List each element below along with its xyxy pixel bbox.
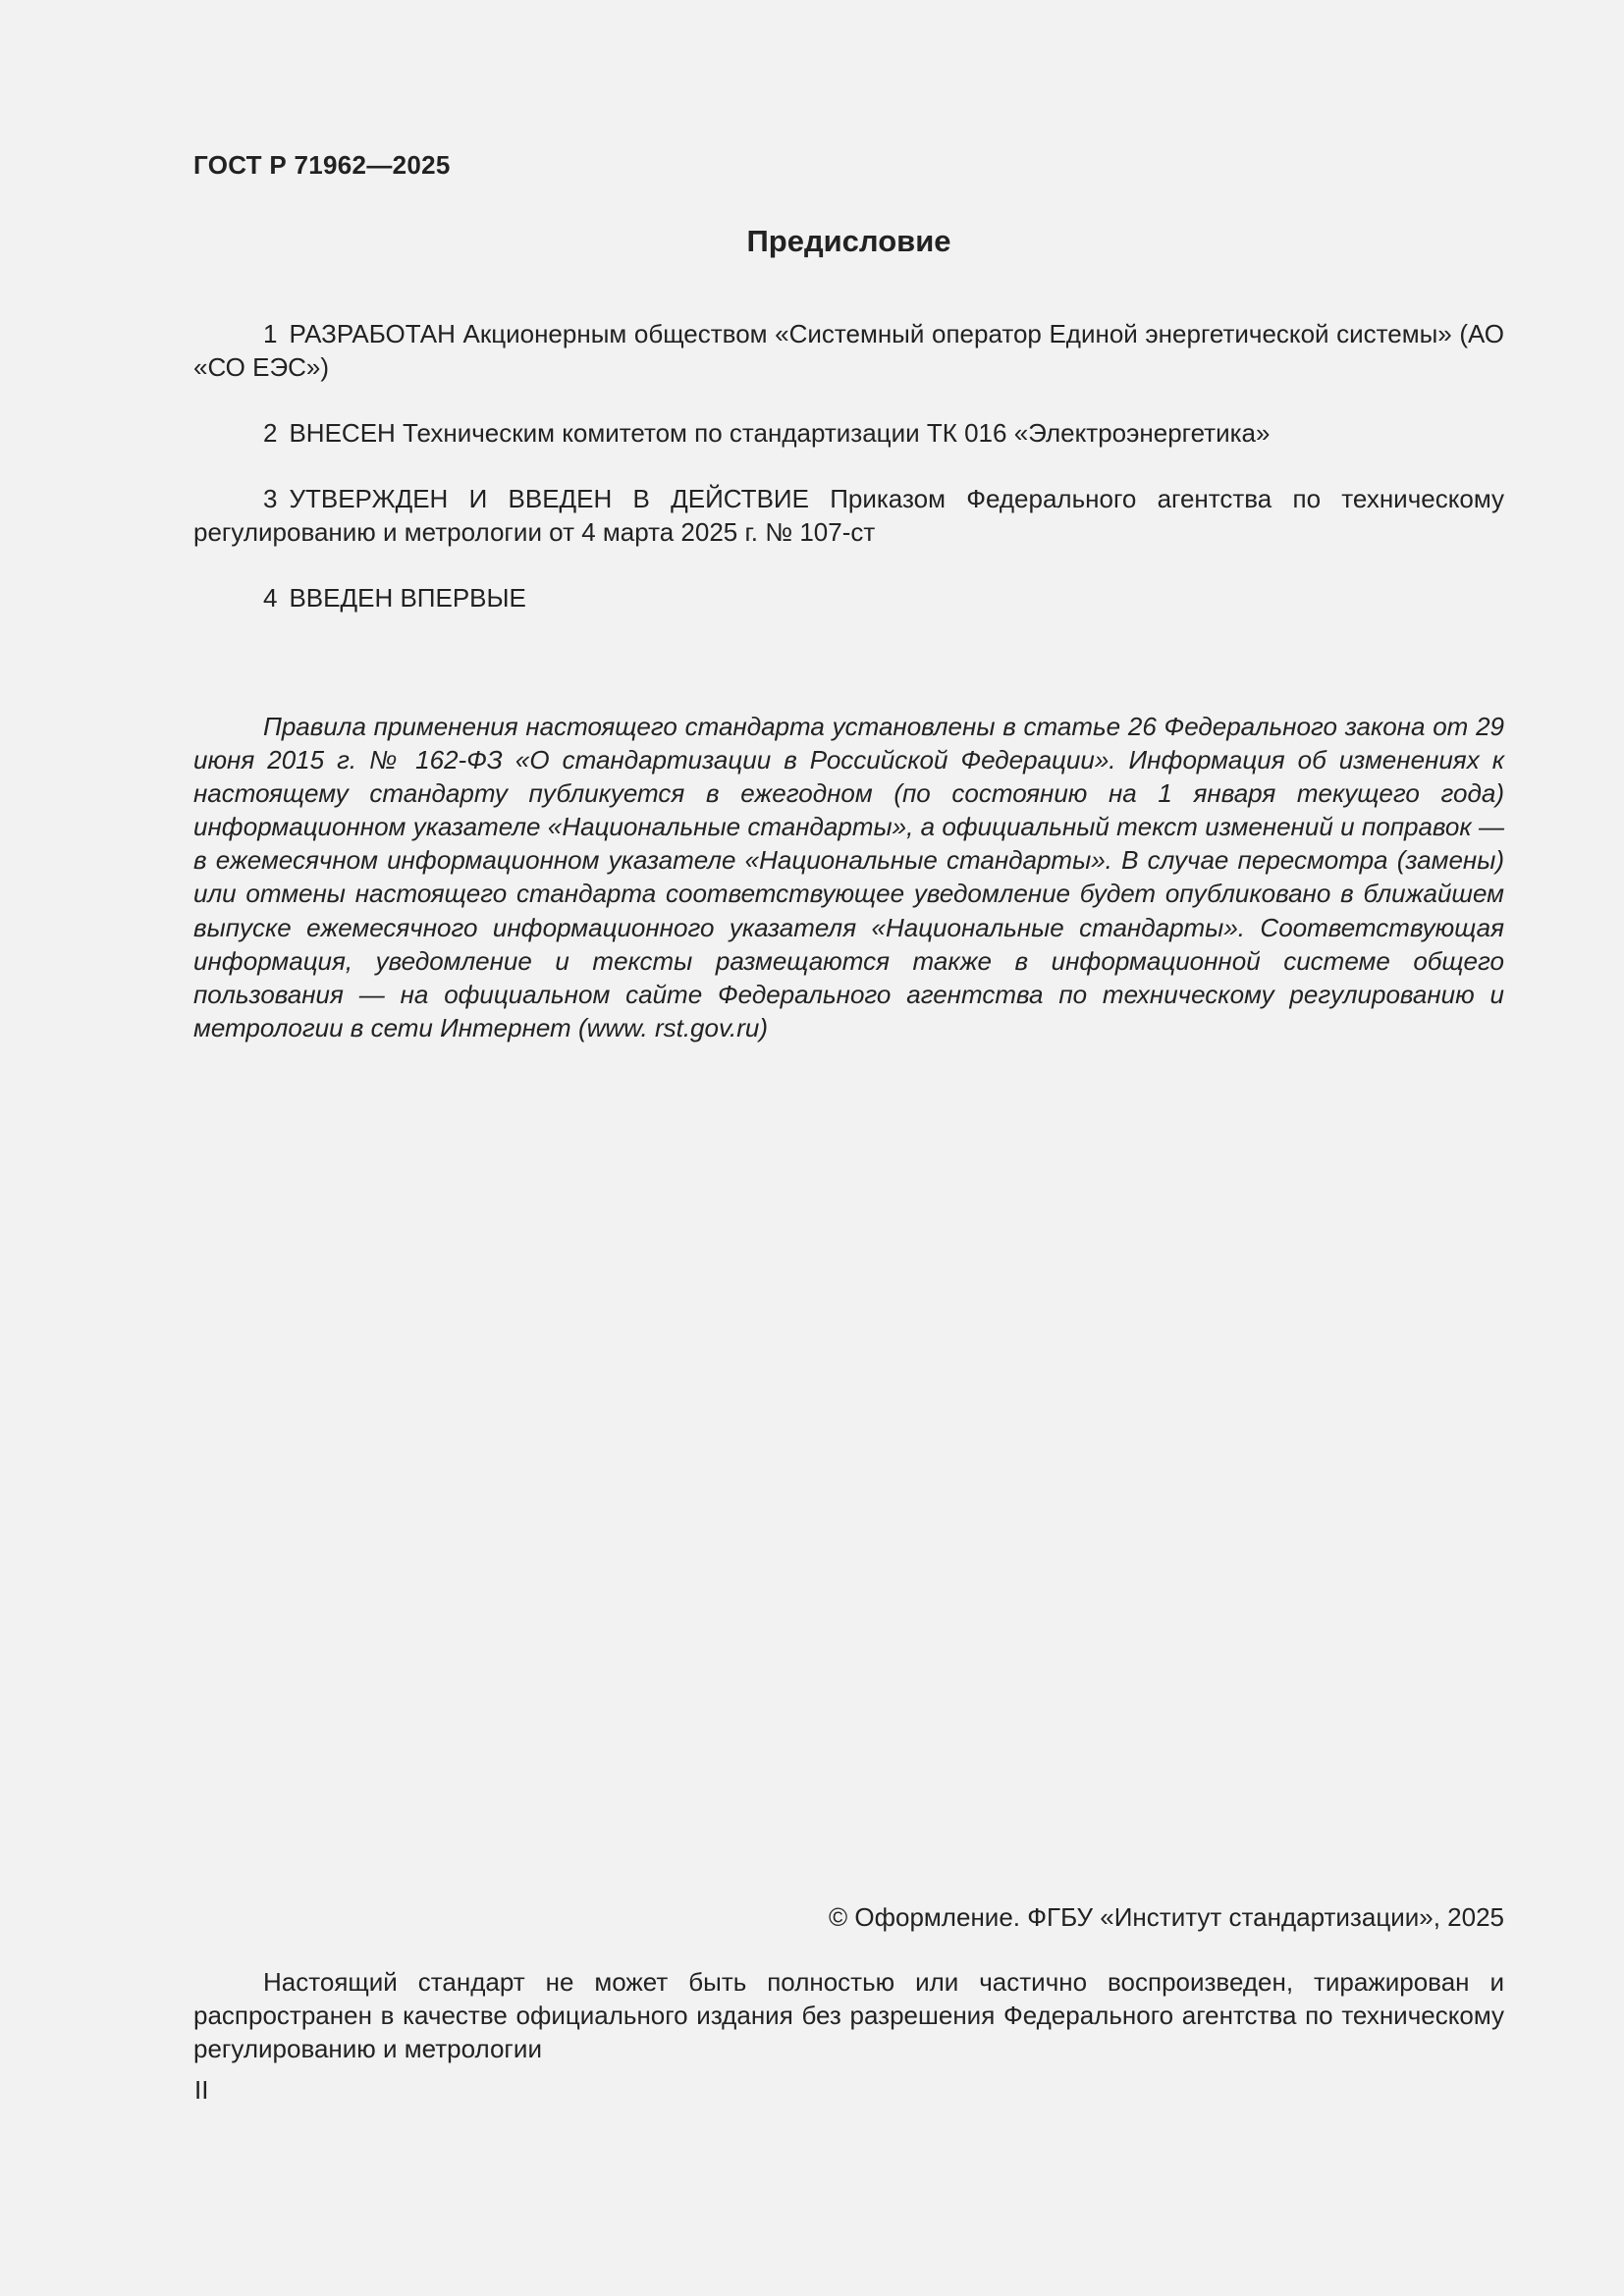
item-text: УТВЕРЖДЕН И ВВЕДЕН В ДЕЙСТВИЕ Приказом Федерального агентства по техническому регулированию и метрологии от 4 марта 2025 г. № 107-ст bbox=[193, 484, 1504, 547]
reproduction-rights-notice: Настоящий стандарт не может быть полностью или частично воспроизведен, тиражирован и распространен в качестве официального издания без разрешения Федерального агентства по техническому регулированию и метрологии bbox=[193, 1967, 1504, 2063]
copyright-line: © Оформление. ФГБУ «Институт стандартизации», 2025 bbox=[829, 1902, 1504, 1932]
item-number: 4 bbox=[263, 583, 278, 613]
document-code: ГОСТ Р 71962—2025 bbox=[193, 150, 451, 180]
item-number: 1 bbox=[263, 319, 278, 348]
page-number: II bbox=[194, 2075, 209, 2105]
foreword-item-1 bbox=[193, 317, 1504, 384]
item-text: ВНЕСЕН Техническим комитетом по стандартизации ТК 016 «Электроэнергетика» bbox=[289, 418, 1271, 448]
foreword-item-2 bbox=[193, 416, 1504, 450]
item-text: РАЗРАБОТАН Акционерным обществом «Системный оператор Единой энергетической системы» (АО «СО ЕЭС») bbox=[193, 319, 1504, 382]
item-number: 2 bbox=[263, 418, 278, 448]
application-rules-note: Правила применения настоящего стандарта установлены в статье 26 Федерального закона от 29 июня 2015 г. № 162-ФЗ «О стандартизации в Российской Федерации». Информация об изменениях к настоящему стандарту публикуется в ежегодном (по состоянию на 1 января текущего года) информационном указателе «Национальные стандарты», а официальный текст изменений и поправок — в ежемесячном информационном указателе «Национальные стандарты». В случае пересмотра (замены) или отмены настоящего стандарта соответствующее уведомление будет опубликовано в ближайшем выпуске ежемесячного информационного указателя «Национальные стандарты». Соответствующая информация, уведомление и тексты размещаются также в информационной системе общего пользования — на официальном сайте Федерального агентства по техническому регулированию и метрологии в сети Интернет (www. rst.gov.ru) bbox=[193, 712, 1504, 1042]
item-text: ВВЕДЕН ВПЕРВЫЕ bbox=[289, 583, 526, 613]
page-title: Предисловие bbox=[746, 224, 951, 258]
foreword-item-3 bbox=[193, 482, 1504, 549]
item-number: 3 bbox=[263, 484, 278, 513]
foreword-item-4 bbox=[193, 581, 1504, 614]
